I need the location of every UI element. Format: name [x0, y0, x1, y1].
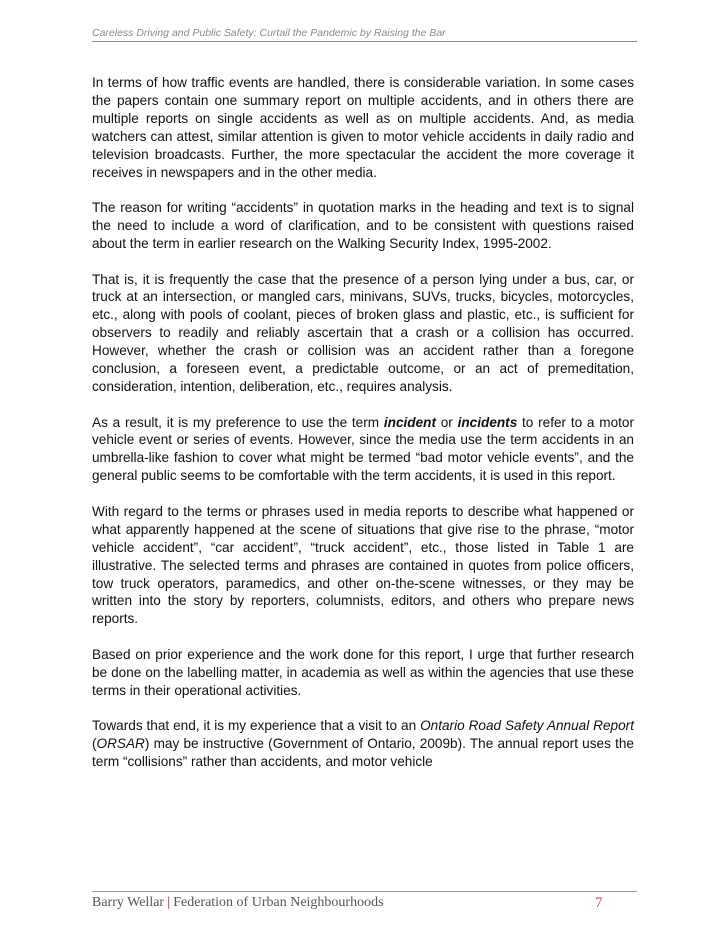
p7-text-e: ) may be instructive (Government of Ontario, 2009b). The annual report uses the term “collisions” rather than accidents, and motor vehicle: [92, 736, 634, 770]
term-incident: incident: [383, 414, 436, 430]
report-title: Ontario Road Safety Annual Report: [420, 718, 634, 734]
paragraph-6: Based on prior experience and the work done for this report, I urge that further research be done on the labelling matter, in academia as well as within the agencies that use these terms in their operational activities.: [92, 646, 634, 698]
report-acronym: ORSAR: [96, 736, 145, 752]
footer-rule: [92, 891, 637, 892]
paragraph-5: With regard to the terms or phrases used in media reports to describe what happened or what apparently happened at the scene of situations that give rise to the phrase, “motor vehicle accident”, “car accident”, “truck accident”, etc., those listed in Table 1 are illustrative. The selected terms and phrases are contained in quotes from police officers, tow truck operators, paramedics, and other on-the-scene witnesses, or they may be written into the story by reporters, columnists, editors, and others who prepare news reports.: [92, 503, 634, 627]
p7-text-a: Towards that end, it is my experience that a visit to an: [92, 718, 421, 734]
p7-text-c: (: [92, 736, 97, 752]
paragraph-4: [92, 414, 634, 486]
term-incidents: incidents: [457, 414, 518, 430]
p4-text-e: to refer to a motor vehicle event or series of events. However, since the media use the term accidents in an umbrella-like fashion to cover what might be termed “bad motor vehicle events”, and the general public seems to be comfortable with the term accidents, it is used in this report.: [92, 414, 634, 484]
p4-text-c: or: [435, 414, 458, 430]
page-number: 7: [595, 895, 603, 911]
document-body: [92, 74, 634, 789]
header-rule: [92, 41, 637, 42]
paragraph-3: That is, it is frequently the case that the presence of a person lying under a bus, car, or truck at an intersection, or mangled cars, minivans, SUVs, trucks, bicycles, motorcycles, etc., along with pools of coolant, pieces of broken glass and plastic, etc., is sufficient for observers to readily and reliably ascertain that a crash or a collision has occurred. However, whether the crash or collision was an accident rather than a foregone conclusion, a foreseen event, a predictable outcome, or an act of premeditation, consideration, intention, deliberation, etc., requires analysis.: [92, 271, 634, 394]
p4-text-a: As a result, it is my preference to use the term: [92, 414, 384, 430]
footer-separator: |: [167, 895, 171, 910]
running-header: Careless Driving and Public Safety: Curtail the Pandemic by Raising the Bar: [92, 27, 446, 39]
footer-author: Barry Wellar: [92, 895, 165, 910]
footer-organization: Federation of Urban Neighbourhoods: [173, 895, 384, 910]
paragraph-1: In terms of how traffic events are handled, there is considerable variation. In some cases the papers contain one summary report on multiple accidents, and in others there are multiple reports on single accidents as well as on multiple accidents. And, as media watchers can attest, similar attention is given to motor vehicle accidents in daily radio and television broadcasts. Further, the more spectacular the accident the more coverage it receives in newspapers and in the other media.: [92, 75, 634, 180]
paragraph-7: [92, 717, 634, 771]
page-footer: [92, 895, 637, 911]
paragraph-2: The reason for writing “accidents” in quotation marks in the heading and text is to signal the need to include a word of clarification, and to be consistent with questions raised about the term in earlier research on the Walking Security Index, 1995-2002.: [92, 200, 634, 251]
